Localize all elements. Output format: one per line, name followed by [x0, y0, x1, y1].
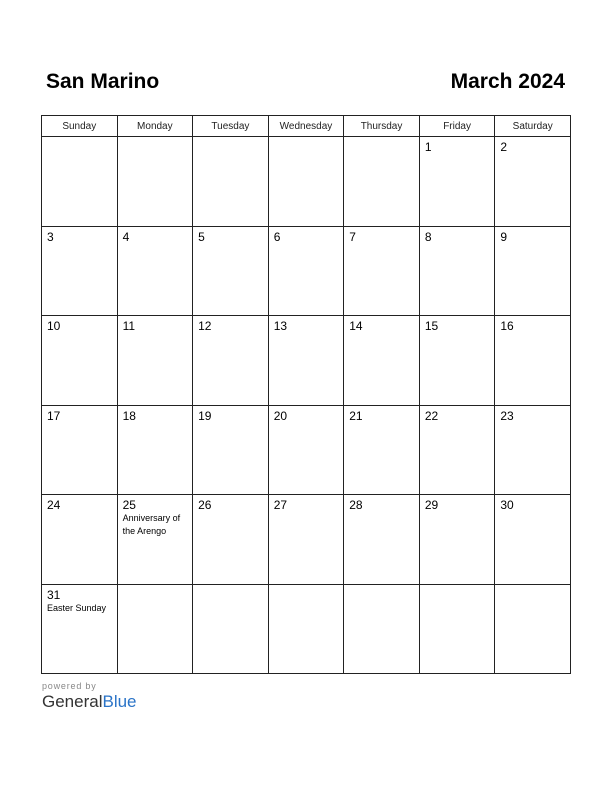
day-number: 1: [424, 140, 432, 154]
holiday-label: Easter Sunday: [47, 602, 107, 613]
weekday-monday: Monday: [117, 116, 193, 137]
day-cell: [419, 405, 495, 495]
day-number: 20: [273, 408, 288, 423]
day-number: 10: [47, 319, 61, 333]
day-cell: [117, 405, 193, 495]
day-number: 31: [47, 587, 61, 602]
country-title: San Marino: [46, 70, 160, 93]
day-number: 4: [122, 229, 130, 244]
day-cell: [495, 584, 571, 674]
day-number: 17: [47, 408, 61, 423]
day-cell: [117, 137, 193, 227]
week-row: [42, 405, 571, 495]
day-number: 16: [500, 319, 514, 333]
day-cell: [495, 405, 571, 495]
brand-logo[interactable]: [42, 692, 137, 712]
brand-blue-text: Blue: [102, 692, 137, 711]
day-cell: [117, 226, 193, 316]
day-number: 13: [273, 319, 288, 333]
day-number: 11: [122, 319, 136, 333]
day-cell: [344, 405, 420, 495]
day-cell: [193, 495, 269, 585]
day-cell: [268, 316, 344, 406]
day-cell: [117, 584, 193, 674]
day-cell: [117, 495, 193, 585]
day-cell: [419, 137, 495, 227]
day-number: 18: [122, 408, 136, 423]
day-cell: [419, 495, 495, 585]
footer-branding: [42, 681, 137, 712]
day-cell: [344, 316, 420, 406]
day-number: 21: [349, 408, 363, 423]
day-cell: [117, 316, 193, 406]
day-cell: [42, 584, 118, 674]
weekday-tuesday: Tuesday: [193, 116, 269, 137]
day-cell: [419, 226, 495, 316]
day-number: 8: [424, 229, 432, 244]
calendar-grid: [41, 115, 571, 674]
day-cell: [42, 495, 118, 585]
weekday-friday: Friday: [419, 116, 495, 137]
day-number: 26: [198, 498, 212, 512]
day-cell: [344, 137, 420, 227]
day-number: 29: [424, 498, 439, 512]
day-number: 12: [198, 319, 212, 333]
day-cell: [495, 495, 571, 585]
day-cell: [193, 137, 269, 227]
day-number: 3: [47, 229, 54, 244]
day-cell: [344, 495, 420, 585]
day-cell: [495, 226, 571, 316]
day-number: 24: [47, 498, 61, 512]
day-number: 7: [349, 229, 356, 244]
day-number: 6: [273, 229, 281, 244]
month-title: March 2024: [450, 70, 565, 93]
day-cell: [268, 495, 344, 585]
day-cell: [344, 226, 420, 316]
weekday-saturday: Saturday: [495, 116, 571, 137]
day-cell: [268, 405, 344, 495]
day-cell: [193, 316, 269, 406]
day-number: 5: [198, 229, 205, 244]
day-cell: [42, 137, 118, 227]
day-cell: [268, 584, 344, 674]
brand-general-text: General: [42, 692, 103, 711]
day-cell: [193, 405, 269, 495]
day-number: 27: [273, 498, 288, 512]
weekday-sunday: Sunday: [42, 116, 118, 137]
week-row: [42, 495, 571, 585]
day-number: 28: [349, 498, 363, 512]
day-number: 15: [424, 319, 439, 333]
day-cell: [193, 226, 269, 316]
week-row: [42, 584, 571, 674]
weekday-thursday: Thursday: [344, 116, 420, 137]
day-cell: [42, 405, 118, 495]
day-cell: [344, 584, 420, 674]
day-number: 9: [500, 229, 508, 244]
day-cell: [419, 584, 495, 674]
day-number: 30: [500, 498, 514, 512]
day-cell: [419, 316, 495, 406]
day-number: 23: [500, 408, 514, 423]
week-row: [42, 137, 571, 227]
day-cell: [268, 137, 344, 227]
day-cell: [268, 226, 344, 316]
day-cell: [495, 137, 571, 227]
day-cell: [495, 316, 571, 406]
day-number: 2: [500, 140, 508, 154]
weekday-wednesday: Wednesday: [268, 116, 344, 137]
holiday-label: Anniversary of the Arengo: [122, 513, 181, 536]
day-cell: [42, 316, 118, 406]
day-number: 22: [424, 408, 439, 423]
week-row: [42, 226, 571, 316]
day-number: 14: [349, 319, 363, 333]
day-cell: [193, 584, 269, 674]
day-cell: [42, 226, 118, 316]
day-number: 25: [122, 498, 136, 512]
weekday-header-row: [42, 116, 571, 137]
day-number: 19: [198, 408, 212, 423]
powered-by-label: powered by: [42, 681, 97, 691]
week-row: [42, 316, 571, 406]
